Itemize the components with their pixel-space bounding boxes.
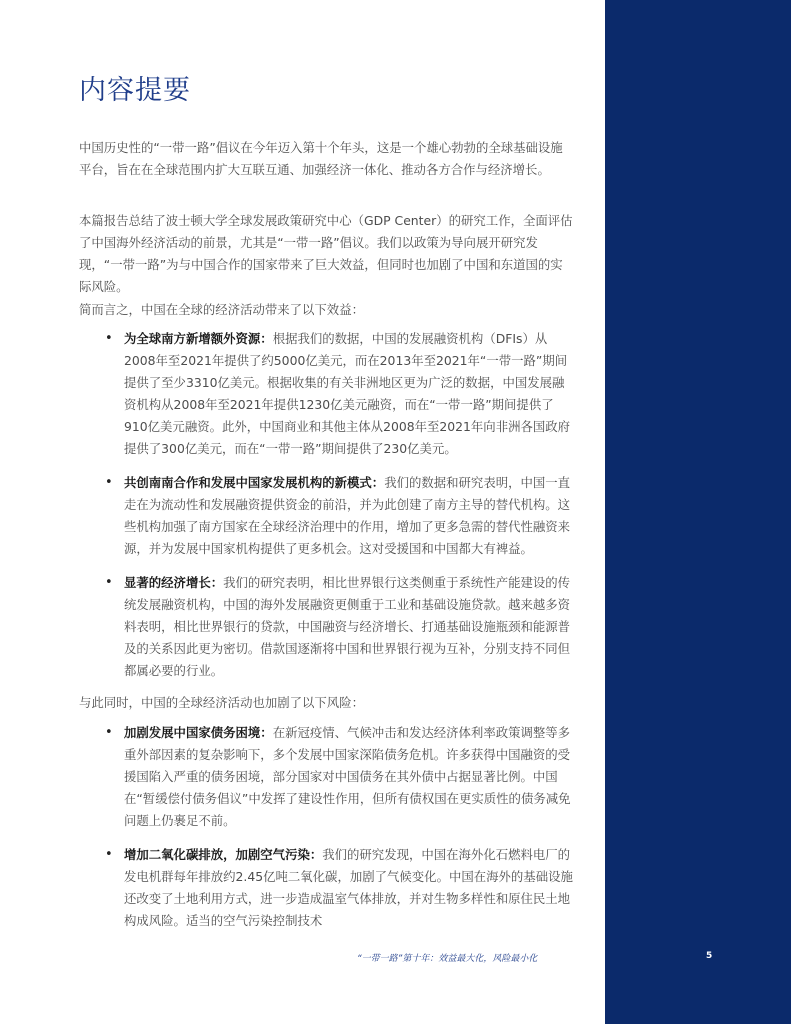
bullet-lead: 显著的经济增长： (124, 575, 224, 590)
bullet-icon: • (105, 725, 113, 740)
intro-paragraph-1: 中国历史性的“一带一路”倡议在今年迈入第十个年头，这是一个雄心勃勃的全球基础设施平台，旨在在全球范围内扩大互联互通、加强经济一体化、推动各方合作与经济增长。 (79, 140, 563, 177)
bullet-icon: • (105, 475, 113, 490)
running-footer: “一带一路”第十年：效益最大化，风险最小化 (357, 954, 538, 964)
bullet-icon: • (105, 847, 113, 862)
bullet-text: 我们的数据和研究表明，中国一直走在为流动性和发展融资提供资金的前沿，并为此创建了南方主导的替代机构。这些机构加强了南方国家在全球经济治理中的作用，增加了更多急需的替代性融资来源，并为发展中国家机构提供了更多机会。这对受援国和中国都大有裨益。 (124, 475, 571, 556)
bullet-icon: • (105, 575, 113, 590)
bullet-text: 在新冠疫情、气候冲击和发达经济体利率政策调整等多重外部因素的复杂影响下，多个发展中国家深陷债务危机。许多获得中国融资的受援国陷入严重的债务困境，部分国家对中国债务在其外债中占据显著比例。中国在“暂缓偿付债务倡议”中发挥了建设性作用，但所有债权国在更实质性的债务减免问题上仍裹足不前。 (124, 725, 571, 828)
bullet-icon: • (105, 331, 113, 346)
bullet-lead: 加剧发展中国家债务困境： (124, 725, 273, 740)
page-title: 内容提要 (79, 75, 191, 106)
sidebar-band (605, 0, 791, 1024)
list-item (105, 844, 575, 932)
benefits-list (105, 328, 575, 694)
intro-paragraph-2: 本篇报告总结了波士顿大学全球发展政策研究中心（GDP Center）的研究工作，全面评估了中国海外经济活动的前景，尤其是“一带一路”倡议。我们以政策为导向展开研究发现，“一带一路”为与中国合作的国家带来了巨大效益，但同时也加剧了中国和东道国的实际风险。 (79, 213, 573, 294)
bullet-text: 我们的研究表明，相比世界银行这类侧重于系统性产能建设的传统发展融资机构，中国的海外发展融资更侧重于工业和基础设施贷款。越来越多资料表明，相比世界银行的贷款，中国融资与经济增长、打通基础设施瓶颈和能源普及的关系因此更为密切。借款国逐渐将中国和世界银行视为互补，分别支持不同但都属必要的行业。 (124, 575, 571, 678)
risks-list (105, 722, 575, 944)
list-item (105, 328, 575, 460)
benefits-intro: 简而言之，中国在全球的经济活动带来了以下效益： (79, 302, 364, 317)
list-item (105, 722, 575, 832)
list-item (105, 472, 575, 560)
bullet-text: 根据我们的数据，中国的发展融资机构（DFIs）从2008年至2021年提供了约5000亿美元，而在2013年至2021年“一带一路”期间提供了至少3310亿美元。根据收集的有关非洲地区更为广泛的数据，中国发展融资机构从2008年至2021年提供1230亿美元融资，而在“一带一路”期间提供了910亿美元融资。此外，中国商业和其他主体从2008年至2021年向非洲各国政府提供了300亿美元，而在“一带一路”期间提供了230亿美元。 (124, 331, 571, 456)
page-number: 5 (706, 951, 713, 961)
bullet-lead: 增加二氧化碳排放，加剧空气污染： (124, 847, 323, 862)
list-item (105, 572, 575, 682)
bullet-lead: 共创南南合作和发展中国家发展机构的新模式： (124, 475, 385, 490)
risks-intro: 与此同时，中国的全球经济活动也加剧了以下风险： (79, 695, 364, 710)
bullet-lead: 为全球南方新增额外资源： (124, 331, 273, 346)
bullet-text: 我们的研究发现，中国在海外化石燃料电厂的发电机群每年排放约2.45亿吨二氧化碳，加剧了气候变化。中国在海外的基础设施还改变了土地利用方式，进一步造成温室气体排放，并对生物多样性和原住民土地构成风险。适当的空气污染控制技术 (124, 847, 573, 928)
